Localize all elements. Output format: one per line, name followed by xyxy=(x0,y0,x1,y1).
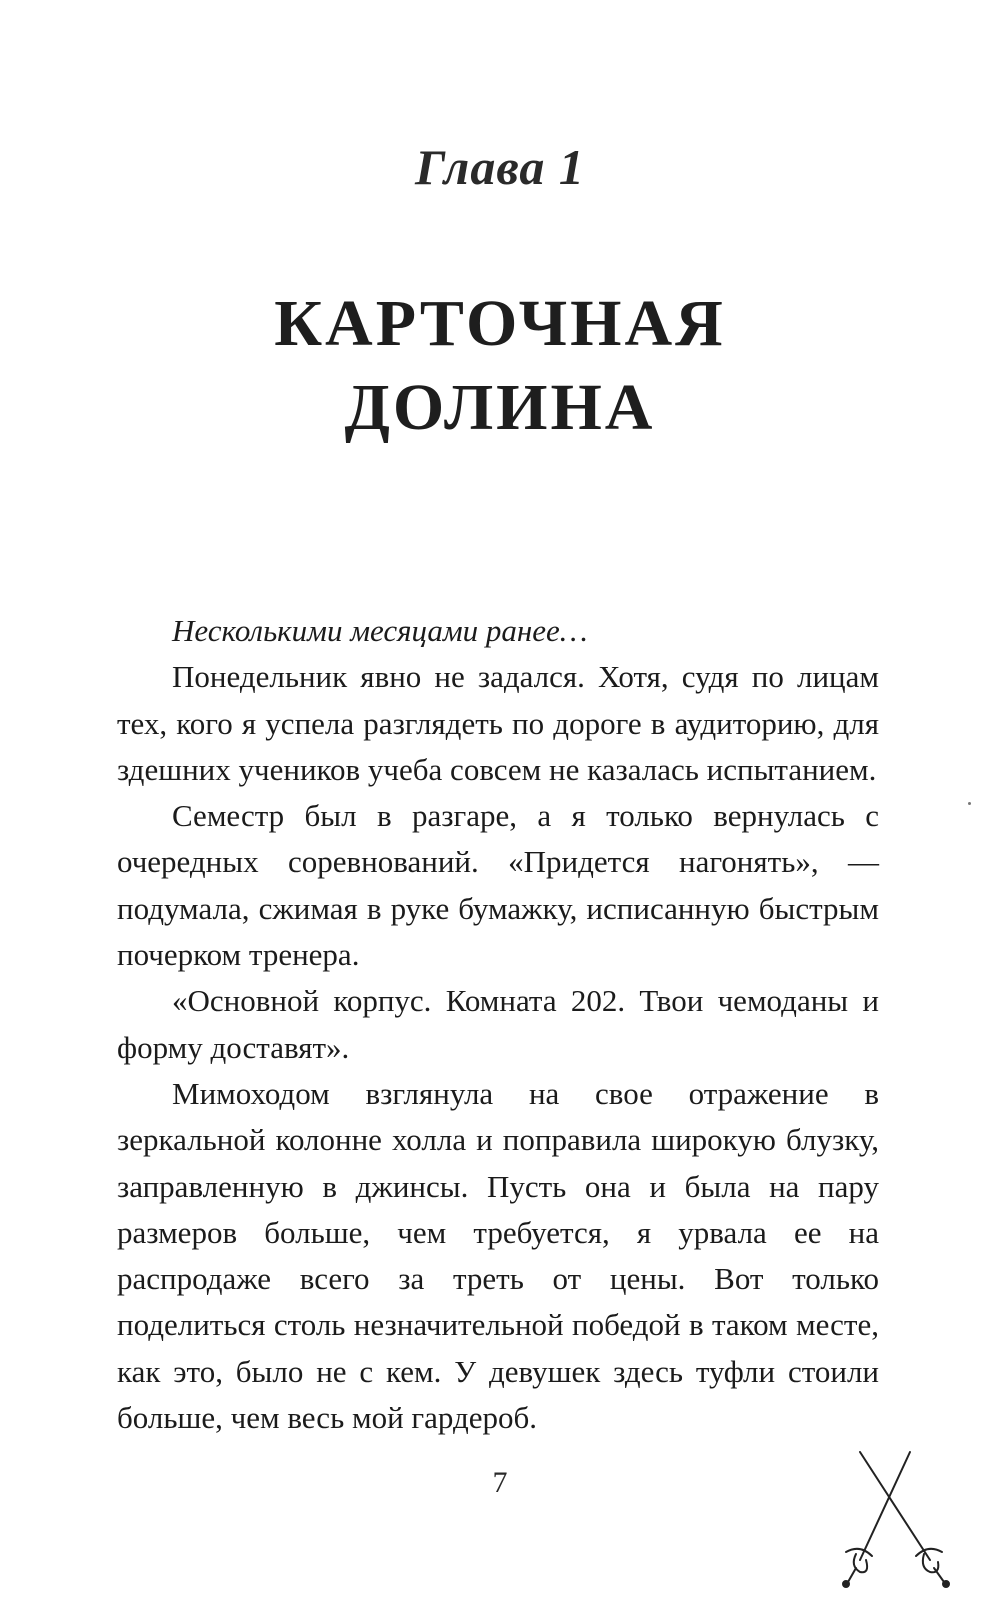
paragraph: Семестр был в разгаре, а я только вернулась с очередных соревнований. «Придется нагонять», — подумала, сжимая в руке бумажку, исписанную быстрым почерком тренера. xyxy=(117,798,879,973)
chapter-title xyxy=(0,282,1000,450)
print-speck xyxy=(968,802,971,805)
paragraph: Мимоходом взглянула на свое отражение в зеркальной колонне холла и поправила широкую блузку, заправленную в джинсы. Пусть она и была на пару размеров больше, чем требуется, я урвала ее на распродаже всего за треть от цены. Вот только поделиться столь незначительной победой в таком месте, как это, было не с кем. У девушек здесь туфли стоили больше, чем весь мой гардероб. xyxy=(117,1075,879,1436)
chapter-label: Глава 1 xyxy=(415,139,585,195)
epigraph: Несколькими месяцами ранее… xyxy=(172,613,588,648)
crossed-swords-icon xyxy=(838,1448,958,1588)
page-number: 7 xyxy=(492,1466,508,1499)
paragraph: Понедельник явно не задался. Хотя, судя по лицам тех, кого я успела разглядеть по дороге в аудиторию, для здешних учеников учеба совсем не казалась испытанием. xyxy=(117,659,879,787)
paragraph: «Основной корпус. Комната 202. Твои чемоданы и форму доставят». xyxy=(117,983,879,1065)
body-text xyxy=(117,608,879,1441)
chapter-title-line-2: ДОЛИНА xyxy=(344,371,656,444)
chapter-title-line-1: КАРТОЧНАЯ xyxy=(274,287,726,360)
